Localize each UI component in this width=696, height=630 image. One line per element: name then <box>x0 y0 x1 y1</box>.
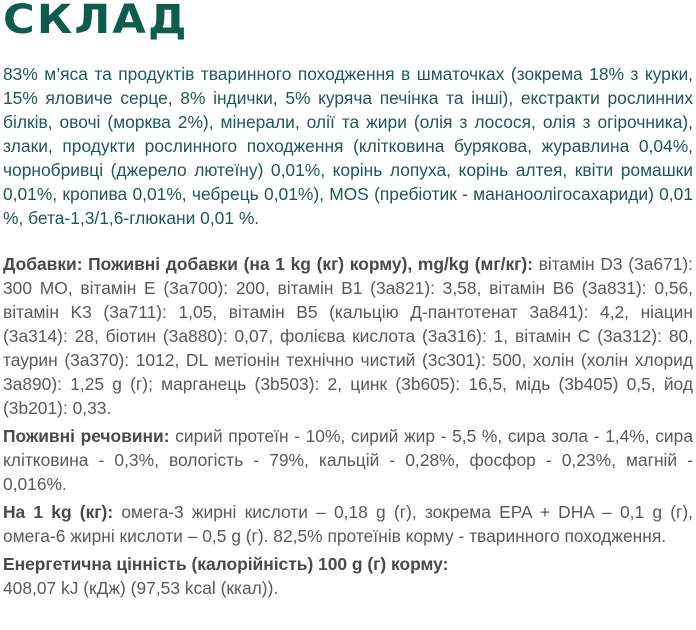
per-kg-label: На 1 kg (кг): <box>3 502 114 522</box>
composition-paragraph: 83% м’яса та продуктів тваринного походження в шматочках (зокрема 18% з курки, 15% яловиче серце, 8% індички, 5% куряча печінка та інші), екстракти рослинних білків, овочі (морква 2%), мінерали, олії та жири (олія з лосося, олія з огірочника), злаки, продукти рослинного походження (клітковина бурякова, журавлина 0,04%, чорнобривці (джерело лютеїну) 0,01%, корінь лопуха, корінь алтея, квіти ромашки 0,01%, кропива 0,01%, чебрець 0,01%), MOS (пребіотик - мананоолігосахариди) 0,01 %, бета-1,3/1,6-глюкани 0,01 %. <box>3 64 693 228</box>
energy-label: Енергетична цінність (калорійність) 100 g (г) корму: <box>3 554 449 574</box>
per-kg-paragraph <box>3 500 693 548</box>
energy-paragraph <box>3 552 693 600</box>
supplements-text: вітамін D3 (3a671): 300 МО, вітамін E (3a700): 200, вітамін B1 (3a821): 3,58, вітамін B6 (3a831): 0,56, вітамін K3 (3a711): 1,05, вітамін B5 (кальцію Д-пантотенат 3a841): 4,2, ніацин (3a314): 28, біотин (3a880): 0,07, фолієва кислота (3a316): 1, вітамін C (3a312): 80, таурин (3a370): 1012, DL метіонін технічно чистий (3c301): 500, холін (холін хлорид 3a890): 1,25 g (г); марганець (3b503): 2, цинк (3b605): 16,5, мідь (3b405) 0,5, йод (3b201): 0,33. <box>3 254 693 418</box>
per-kg-text: омега-3 жирні кислоти – 0,18 g (г), зокрема EPA + DHA – 0,1 g (г), омега-6 жирні кислоти – 0,5 g (г). 82,5% протеїнів корму - тваринного походження. <box>3 502 694 546</box>
nutrients-label: Поживні речовини: <box>3 426 170 446</box>
nutrients-paragraph <box>3 424 693 496</box>
page-title: СКЛАД <box>3 0 189 43</box>
supplements-paragraph <box>3 252 693 420</box>
details-block <box>3 252 693 600</box>
nutrients-text: сирий протеїн - 10%, сирий жир - 5,5 %, сира зола - 1,4%, сира клітковина - 0,3%, вологість - 79%, кальцій - 0,28%, фосфор - 0,23%, магній - 0,016%. <box>3 426 693 494</box>
supplements-label: Добавки: Поживні добавки (на 1 kg (кг) корму), mg/kg (мг/кг): <box>3 254 534 274</box>
energy-text: 408,07 kJ (кДж) (97,53 kcal (ккал)). <box>3 578 279 598</box>
composition-page <box>3 0 693 604</box>
